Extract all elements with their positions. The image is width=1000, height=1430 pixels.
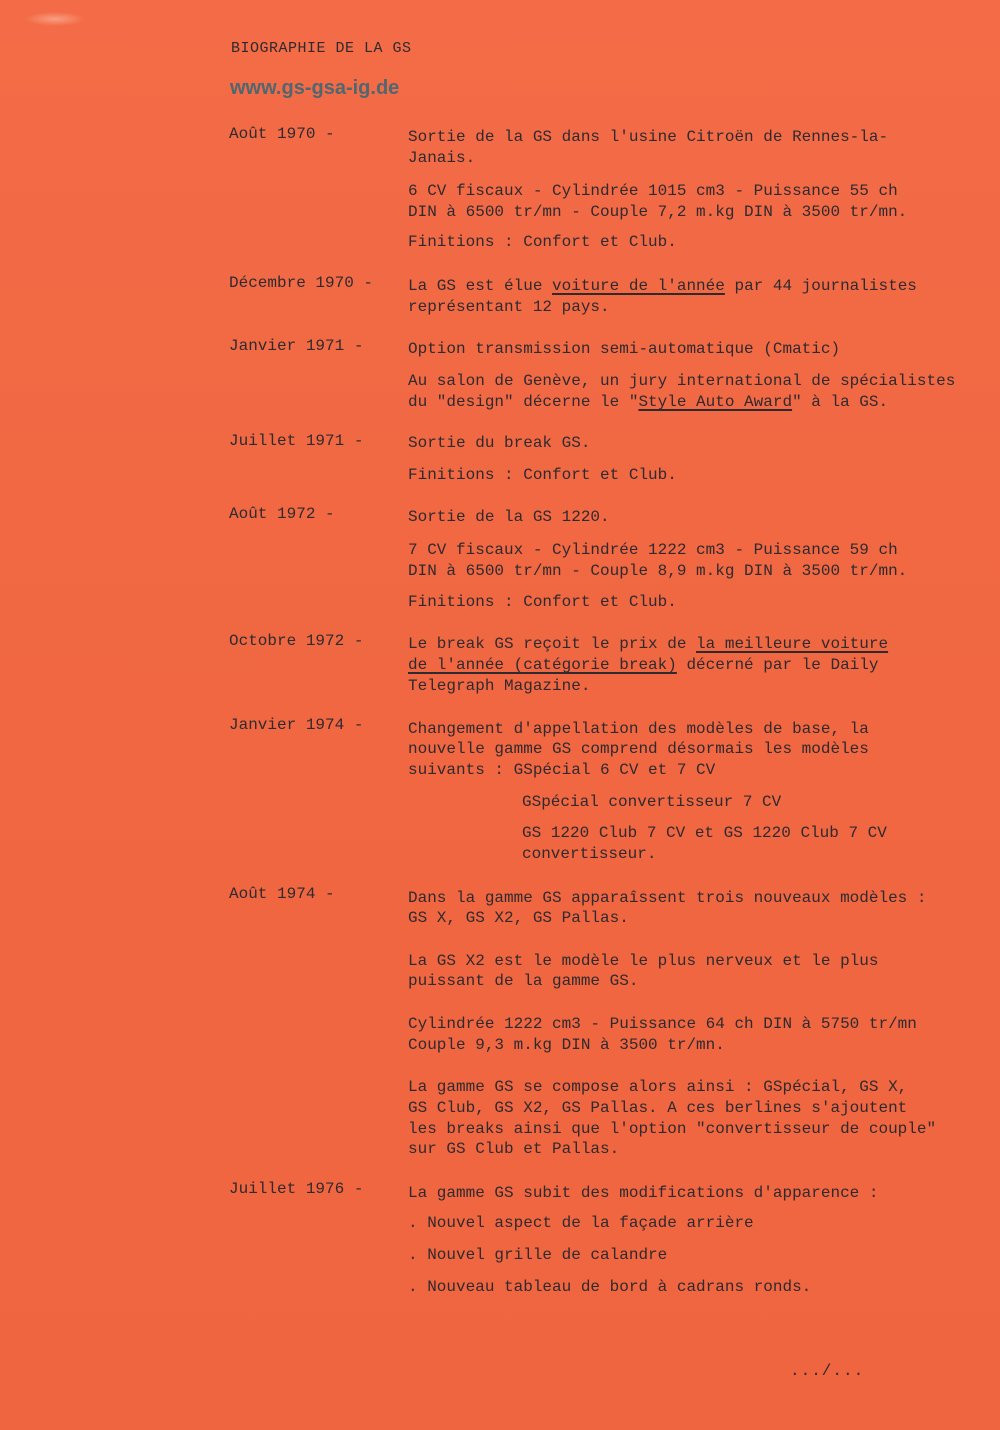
entry-line	[408, 634, 888, 655]
entry-date: Décembre 1970 -	[229, 274, 374, 292]
entry-line: DIN à 6500 tr/mn - Couple 7,2 m.kg DIN à 3500 tr/mn.	[408, 203, 908, 221]
entry-date: Juillet 1976 -	[229, 1180, 364, 1198]
entry-line: La gamme GS se compose alors ainsi : GSpécial, GS X,	[408, 1078, 908, 1096]
entry-line: représentant 12 pays.	[408, 298, 610, 316]
entry-line: Janais.	[408, 149, 476, 167]
entry-line: GS X, GS X2, GS Pallas.	[408, 909, 629, 927]
continuation-mark: .../...	[790, 1362, 865, 1380]
entry-date: Août 1974 -	[229, 885, 335, 903]
entry-date: Janvier 1974 -	[229, 716, 364, 734]
entry-line: les breaks ainsi que l'option "convertisseur de couple"	[408, 1120, 937, 1138]
entry-line	[408, 655, 878, 676]
entry-date: Août 1970 -	[229, 125, 335, 143]
entry-line: Au salon de Genève, un jury international de spécialistes	[408, 372, 956, 390]
underlined-award: la meilleure voiture	[696, 635, 889, 653]
text-span: La GS est élue	[408, 277, 553, 295]
underlined-award: voiture de l'année	[552, 277, 725, 295]
entry-subline: GSpécial convertisseur 7 CV	[522, 793, 782, 811]
entry-subline: GS 1220 Club 7 CV et GS 1220 Club 7 CV	[522, 824, 887, 842]
entry-date: Octobre 1972 -	[229, 632, 364, 650]
entry-line: sur GS Club et Pallas.	[408, 1140, 620, 1158]
paper-stain	[25, 12, 85, 26]
entry-line: Finitions : Confort et Club.	[408, 233, 677, 251]
entry-date: Août 1972 -	[229, 505, 335, 523]
entry-date: Janvier 1971 -	[229, 337, 364, 355]
entry-line: Finitions : Confort et Club.	[408, 593, 677, 611]
entry-line: DIN à 6500 tr/mn - Couple 8,9 m.kg DIN à 3500 tr/mn.	[408, 562, 908, 580]
entry-line: La GS X2 est le modèle le plus nerveux et le plus	[408, 952, 879, 970]
entry-line: Sortie de la GS dans l'usine Citroën de Rennes-la-	[408, 128, 889, 146]
entry-line: Telegraph Magazine.	[408, 677, 591, 695]
entry-line: GS Club, GS X2, GS Pallas. A ces berlines s'ajoutent	[408, 1099, 908, 1117]
website-watermark: www.gs-gsa-ig.de	[230, 77, 400, 99]
entry-bullet-line: . Nouvel grille de calandre	[408, 1246, 668, 1264]
entry-line: 6 CV fiscaux - Cylindrée 1015 cm3 - Puissance 55 ch	[408, 182, 898, 200]
entry-line: Option transmission semi-automatique (Cmatic)	[408, 340, 841, 358]
document-title: BIOGRAPHIE DE LA GS	[231, 40, 412, 57]
entry-subline: convertisseur.	[522, 845, 657, 863]
text-span: du "design" décerne le "	[408, 393, 639, 411]
entry-line: puissant de la gamme GS.	[408, 972, 639, 990]
text-span: Le break GS reçoit le prix de	[408, 635, 697, 653]
entry-line: Finitions : Confort et Club.	[408, 466, 677, 484]
underlined-award: de l'année (catégorie break)	[408, 656, 677, 674]
entry-line: Couple 9,3 m.kg DIN à 3500 tr/mn.	[408, 1036, 725, 1054]
text-span: par 44 journalistes	[724, 277, 917, 295]
entry-line	[408, 276, 917, 297]
entry-bullet-line: . Nouveau tableau de bord à cadrans ronds.	[408, 1278, 812, 1296]
entry-line	[408, 392, 888, 413]
entry-line: La gamme GS subit des modifications d'apparence :	[408, 1184, 879, 1202]
entry-line: Dans la gamme GS apparaîssent trois nouveaux modèles :	[408, 889, 927, 907]
text-span: décerné par le Daily	[676, 656, 879, 674]
entry-line: 7 CV fiscaux - Cylindrée 1222 cm3 - Puissance 59 ch	[408, 541, 898, 559]
text-span: " à la GS.	[792, 393, 889, 411]
entry-line: Sortie de la GS 1220.	[408, 508, 610, 526]
entry-line: Cylindrée 1222 cm3 - Puissance 64 ch DIN à 5750 tr/mn	[408, 1015, 917, 1033]
entry-line: Changement d'appellation des modèles de base, la	[408, 720, 869, 738]
entry-line: suivants : GSpécial 6 CV et 7 CV	[408, 761, 716, 779]
underlined-award: Style Auto Award	[638, 393, 793, 411]
entry-date: Juillet 1971 -	[229, 432, 364, 450]
entry-bullet-line: . Nouvel aspect de la façade arrière	[408, 1214, 754, 1232]
entry-line: Sortie du break GS.	[408, 434, 591, 452]
entry-line: nouvelle gamme GS comprend désormais les modèles	[408, 740, 869, 758]
